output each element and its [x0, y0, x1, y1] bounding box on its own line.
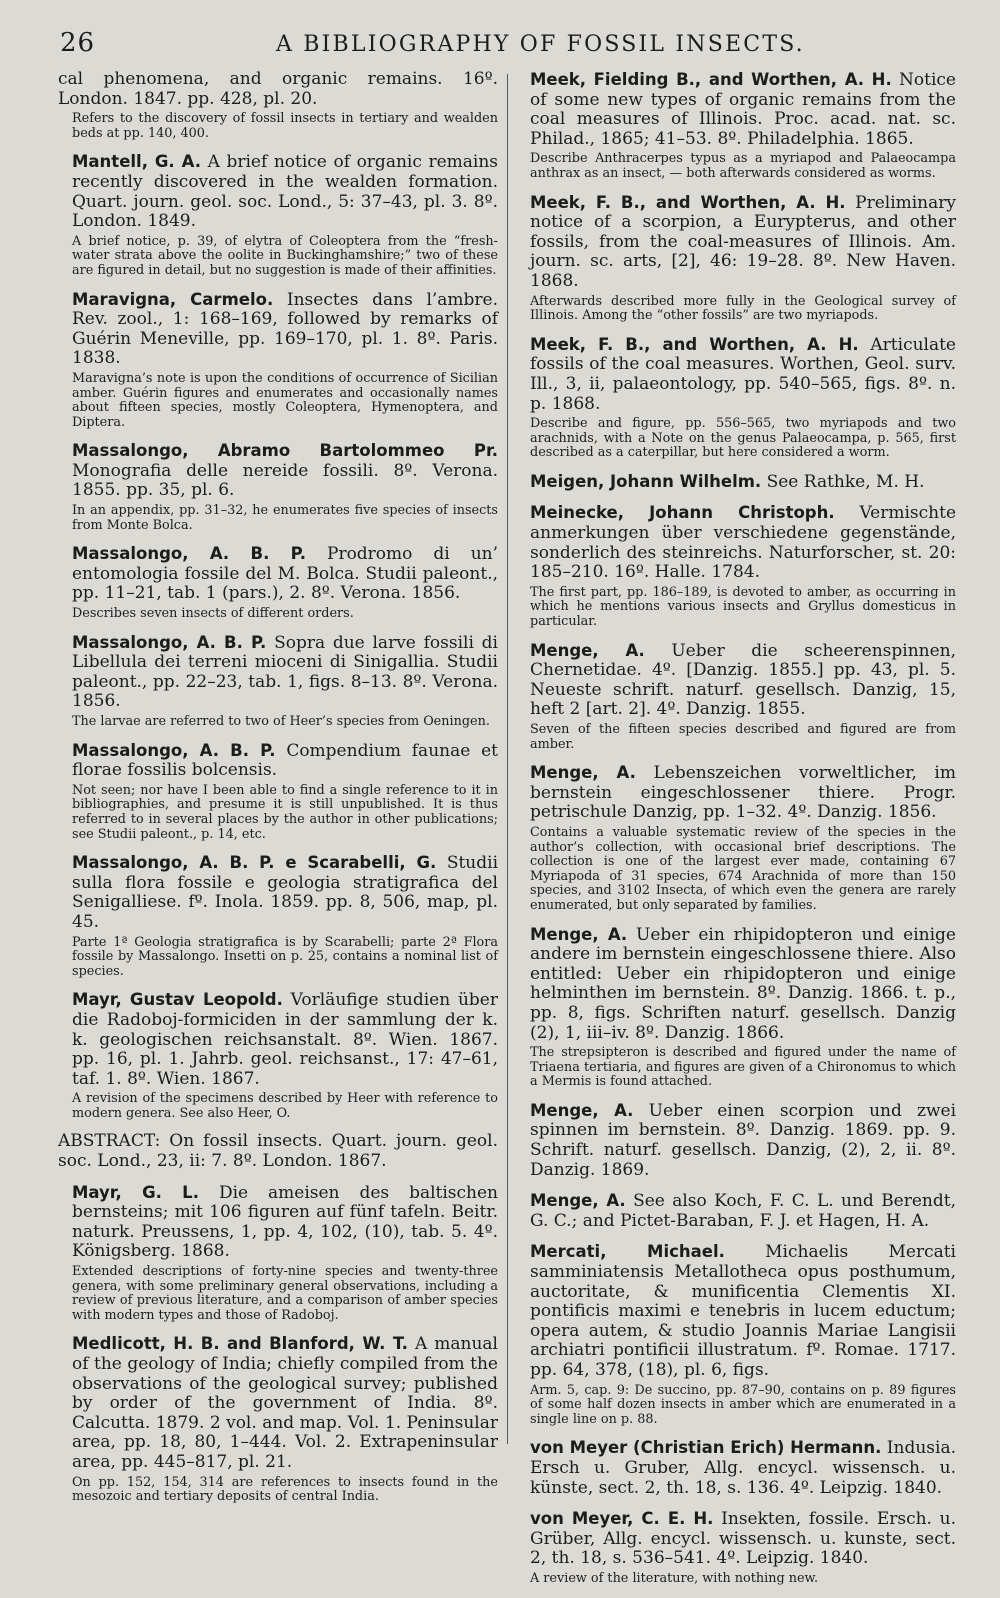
- entry-citation-text: Articulate fossils of the coal measures. Worthen, Geol. surv. Ill., 3, ii, palaeontology, pp. 540–565, figs. 8º. n. p. 1868.: [530, 334, 956, 414]
- entry-author: Maravigna, Carmelo.: [72, 289, 274, 309]
- bibliography-entry: [58, 853, 498, 979]
- bibliography-entry: [58, 741, 498, 843]
- running-title: A BIBLIOGRAPHY OF FOSSIL INSECTS.: [276, 32, 805, 57]
- entry-citation-text: Vermischte anmerkungen über verschiedene gegenstände, sonderlich des steinreichs. Naturforscher, st. 20: 185–210. 16º. Halle. 1784.: [530, 503, 956, 583]
- entry-author: Menge, A.: [530, 1191, 626, 1211]
- entry-annotation: Parte 1ª Geologia stratigrafica is by Scarabelli; parte 2ª Flora fossile by Massalongo. Insetti on p. 25, contains a nominal list of species.: [72, 934, 498, 979]
- entry-author: Mercati, Michael.: [530, 1242, 725, 1262]
- bibliography-entry: [516, 335, 956, 461]
- entry-citation: [516, 472, 956, 493]
- bibliography-entry: [516, 763, 956, 913]
- entry-citation-text: Ueber ein rhipidopteron und einige andere im bernstein eingeschlossene thiere. Also entitled: Ueber ein rhipidopteron und einige helminthen im bernstein. 8º. Danzig. 1866. t. p., pp. 8, figs. Schriften naturf. gesellsch. Danzig (2), 1, iii–iv. 8º. Danzig. 1866.: [530, 924, 956, 1043]
- bibliography-entry: [58, 990, 498, 1121]
- bibliography-entry: [58, 290, 498, 431]
- entry-author: Massalongo, Abramo Bartolommeo Pr.: [72, 441, 498, 461]
- bibliography-entry: [58, 1183, 498, 1324]
- entry-citation-text: Prodromo di un’ entomologia fossile del M. Bolca. Studii paleont., pp. 11–21, tab. 1 (pars.), 2. 8º. Verona. 1856.: [72, 544, 498, 604]
- entry-citation-text: Indusia. Ersch u. Gruber, Allg. encycl. wissensch. u. künste, sect. 2, th. 18, s. 136. 4º. Leipzig. 1840.: [530, 1438, 956, 1498]
- entry-citation: [516, 925, 956, 1044]
- left-column: [58, 70, 498, 1598]
- entry-citation: [58, 152, 498, 231]
- entry-citation: [58, 990, 498, 1089]
- entry-citation: [58, 1183, 498, 1262]
- entry-citation: [516, 1242, 956, 1380]
- entry-citation-text: Insekten, fossile. Ersch. u. Grüber, Allg. encycl. wissensch. u. kunste, sect. 2, th. 18, s. 536–541. 4º. Leipzig. 1840.: [530, 1509, 956, 1569]
- entry-author: Massalongo, A. B. P. e Scarabelli, G.: [72, 853, 437, 873]
- entry-author: Medlicott, H. B. and Blanford, W. T.: [72, 1334, 408, 1354]
- entry-citation-text: Michaelis Mercati samminiatensis Metallotheca opus posthumum, auctoritate, & munificentia Clementis XI. pontificis maximi e tenebris in lucem eductum; opera autem, & studio Joannis Mariae Langisii archiatri pontificii illustratum. fº. Romae. 1717. pp. 64, 378, (18), pl. 6, figs.: [530, 1242, 956, 1380]
- entry-citation: [58, 1132, 498, 1171]
- entry-citation: [58, 1334, 498, 1472]
- entry-citation: [516, 503, 956, 582]
- entry-citation-text: Notice of some new types of organic remains from the coal measures of Illinois. Proc. acad. nat. sc. Philad., 1865; 41–53. 8º. Philadelphia. 1865.: [530, 70, 956, 149]
- entry-citation: [58, 741, 498, 781]
- entry-annotation: Contains a valuable systematic review of the species in the author’s collection, with occasional brief descriptions. The collection is one of the largest ever made, containing 67 Myriapoda of 31 species, 674 Arachnida of more than 150 species, and 3102 Insecta, of which even the genera are rarely enumerated, but only separated by families.: [530, 824, 956, 913]
- entry-annotation: A review of the literature, with nothing new.: [530, 1570, 819, 1586]
- two-column-body: [46, 70, 964, 1598]
- right-column: [516, 70, 956, 1598]
- entry-annotation: A brief notice, p. 39, of elytra of Coleoptera from the “fresh-water strata above the oolite in Buckinghamshire;” two of these are figured in detail, but no suggestion is made of their affinities.: [72, 233, 498, 278]
- bibliography-entry: [58, 1132, 498, 1171]
- entry-annotation: On pp. 152, 154, 314 are references to insects found in the mesozoic and tertiary deposits of central India.: [72, 1474, 498, 1505]
- entry-citation: [58, 70, 498, 109]
- entry-citation: [58, 441, 498, 501]
- entry-author: von Meyer (Christian Erich) Hermann.: [530, 1438, 882, 1458]
- entry-annotation: Seven of the fifteen species described and figured are from amber.: [530, 722, 956, 752]
- bibliography-entry: [516, 503, 956, 629]
- entry-citation: [516, 70, 956, 149]
- bibliography-entry: [58, 152, 498, 278]
- page-header: [46, 22, 964, 68]
- entry-citation: [58, 853, 498, 932]
- entry-annotation: The larvae are referred to two of Heer’s species from Oeningen.: [72, 714, 490, 729]
- bibliography-entry: [58, 544, 498, 621]
- bibliography-entry: [516, 1509, 956, 1586]
- entry-citation-text: Die ameisen des baltischen bernsteins; mit 106 figuren auf fünf tafeln. Beitr. naturk. Preussens, 1, pp. 4, 102, (10), tab. 5. 4º. Königsberg. 1868.: [72, 1182, 499, 1262]
- entry-author: Mantell, G. A.: [72, 152, 201, 172]
- entry-citation-text: Insectes dans l’ambre. Rev. zool., 1: 168–169, followed by remarks of Guérin Meneville, pp. 169–170, pl. 1. 8º. Paris. 1838.: [72, 289, 499, 369]
- entry-annotation: Extended descriptions of forty-nine species and twenty-three genera, with some preliminary general observations, including a review of previous literature, and a comparison of amber species with modern types and those of Radoboj.: [72, 1264, 498, 1323]
- entry-citation: [58, 633, 498, 712]
- bibliography-entry: [516, 472, 956, 493]
- entry-author: Massalongo, A. B. P.: [72, 632, 267, 652]
- entry-author: Mayr, Gustav Leopold.: [72, 990, 283, 1010]
- bibliography-entry: [516, 1242, 956, 1427]
- entry-citation-text: cal phenomena, and organic remains. 16º. London. 1847. pp. 428, pl. 20.: [58, 69, 498, 109]
- entry-annotation: Describes seven insects of different orders.: [72, 606, 354, 622]
- entry-annotation: Afterwards described more fully in the Geological survey of Illinois. Among the “other fossils” are two myriapods.: [530, 293, 956, 324]
- entry-author: Meinecke, Johann Christoph.: [530, 503, 835, 523]
- bibliography-entry: [516, 70, 956, 182]
- entry-citation-text: Compendium faunae et florae fossilis bolcensis.: [72, 740, 498, 781]
- entry-citation: [516, 193, 956, 292]
- bibliography-entry: [58, 633, 498, 730]
- entry-citation-text: Sopra due larve fossili di Libellula dei terreni mioceni di Sinigallia. Studii paleont., pp. 22–23, tab. 1, figs. 8–13. 8º. Verona. 1856.: [72, 632, 498, 712]
- entry-citation-text: Ueber die scheerenspinnen, Chernetidae. 4º. [Danzig. 1855.] pp. 43, pl. 5. Neueste schrift. naturf. gesellsch. Danzig, 15, heft 2 [art. 2]. 4º. Danzig. 1855.: [530, 640, 957, 720]
- bibliography-entry: [516, 641, 956, 753]
- entry-author: Meek, Fielding B., and Worthen, A. H.: [530, 70, 892, 89]
- entry-citation: [516, 1438, 956, 1498]
- entry-author: Menge, A.: [530, 763, 636, 783]
- entry-annotation: The first part, pp. 186–189, is devoted to amber, as occurring in which he mentions various insects and Gryllus domesticus in particular.: [530, 584, 956, 630]
- entry-author: Meigen, Johann Wilhelm.: [530, 471, 762, 491]
- bibliography-entry: [516, 1438, 956, 1498]
- page-number: 26: [60, 28, 96, 58]
- bibliography-entry: [516, 193, 956, 324]
- entry-annotation: Maravigna’s note is upon the conditions of occurrence of Sicilian amber. Guérin figures and enumerates and occasionally names about fifteen species, mostly Coleoptera, Hymenoptera, and Diptera.: [72, 370, 498, 430]
- entry-author: Menge, A.: [530, 640, 645, 660]
- bibliography-entry: [58, 441, 498, 533]
- entry-citation-text: A manual of the geology of India; chiefly compiled from the observations of the geological survey; published by order of the government of India. 8º. Calcutta. 1879. 2 vol. and map. Vol. 1. Peninsular area, pp. 18, 80, 1–444. Vol. 2. Extrapeninsular area, pp. 445–817, pl. 21.: [72, 1334, 498, 1472]
- bibliography-entry: [516, 925, 956, 1090]
- entry-citation: [516, 641, 956, 720]
- entry-author: Massalongo, A. B. P.: [72, 740, 276, 760]
- bibliography-entry: [58, 1334, 498, 1504]
- entry-author: Massalongo, A. B. P.: [72, 544, 306, 564]
- entry-citation-text: Studii sulla flora fossile e geologia stratigrafica del Senigalliese. fº. Inola. 1859. pp. 8, 506, map, pl. 45.: [72, 853, 499, 932]
- entry-citation: [516, 763, 956, 823]
- entry-citation-text: Vorläufige studien über die Radoboj-formiciden in der sammlung der k. k. geologischen reichsanstalt. 8º. Wien. 1867. pp. 16, pl. 1. Jahrb. geol. reichsanst., 17: 47–61, taf. 1. 8º. Wien. 1867.: [72, 990, 498, 1089]
- bibliography-entry: [516, 1191, 956, 1231]
- entry-annotation: Describe and figure, pp. 556–565, two myriapods and two arachnids, with a Note on the genus Palaeocampa, p. 565, first described as a caterpillar, but here considered a worm.: [530, 416, 956, 461]
- entry-citation: [516, 1101, 956, 1180]
- entry-author: von Meyer, C. E. H.: [530, 1509, 714, 1529]
- entry-author: Meek, F. B., and Worthen, A. H.: [530, 334, 859, 354]
- entry-citation-text: See also Koch, F. C. L. und Berendt, G. C.; and Pictet-Baraban, F. J. et Hagen, H. A.: [530, 1191, 956, 1231]
- column-divider: [507, 74, 508, 1444]
- entry-citation: [58, 544, 498, 604]
- entry-citation: [516, 335, 956, 414]
- entry-citation-text: A brief notice of organic remains recently discovered in the wealden formation. Quart. journ. geol. soc. Lond., 5: 37–43, pl. 3. 8º. London. 1849.: [72, 152, 498, 232]
- entry-citation-text: ABSTRACT: On fossil insects. Quart. journ. geol. soc. Lond., 23, ii: 7. 8º. London. 1867.: [58, 1131, 498, 1172]
- entry-citation-text: See Rathke, M. H.: [766, 471, 925, 492]
- entry-citation-text: Monografia delle nereide fossili. 8º. Verona. 1855. pp. 35, pl. 6.: [72, 460, 498, 501]
- entry-annotation: Refers to the discovery of fossil insects in tertiary and wealden beds at pp. 140, 400.: [72, 111, 498, 141]
- entry-citation: [516, 1509, 956, 1569]
- entry-annotation: The strepsipteron is described and figured under the name of Triaena tertiaria, and figures are given of a Chironomus to which a Mermis is found attached.: [530, 1045, 956, 1090]
- entry-citation-text: Lebenszeichen vorweltlicher, im bernstein eingeschlossener thiere. Progr. petrischule Danzig, pp. 1–32. 4º. Danzig. 1856.: [530, 763, 956, 823]
- entry-citation-text: Ueber einen scorpion und zwei spinnen im bernstein. 8º. Danzig. 1869. pp. 9. Schrift. naturf. gesellsch. Danzig, (2), 2, ii. 8º. Danzig. 1869.: [530, 1100, 957, 1180]
- entry-annotation: In an appendix, pp. 31–32, he enumerates five species of insects from Monte Bolca.: [72, 503, 498, 533]
- entry-annotation: Not seen; nor have I been able to find a single reference to it in bibliographies, and presume it is still unpublished. It is thus referred to in several places by the author in other publications; see Studii paleont., p. 14, etc.: [72, 782, 498, 842]
- bibliography-entry: [516, 1101, 956, 1180]
- entry-citation: [516, 1191, 956, 1231]
- entry-annotation: A revision of the specimens described by Heer with reference to modern genera. See also Heer, O.: [72, 1091, 498, 1121]
- bibliography-entry: [58, 70, 498, 141]
- entry-author: Menge, A.: [530, 1100, 634, 1120]
- entry-author: Meek, F. B., and Worthen, A. H.: [530, 192, 846, 212]
- entry-citation-text: Preliminary notice of a scorpion, a Eurypterus, and other fossils, from the coal-measures of Illinois. Am. journ. sc. arts, [2], 46: 19–28. 8º. New Haven. 1868.: [530, 192, 956, 291]
- entry-author: Mayr, G. L.: [72, 1182, 199, 1202]
- entry-author: Menge, A.: [530, 924, 628, 944]
- entry-annotation: Describe Anthracerpes typus as a myriapod and Palaeocampa anthrax as an insect, — both afterwards considered as worms.: [530, 151, 956, 181]
- entry-annotation: Arm. 5, cap. 9: De succino, pp. 87–90, contains on p. 89 figures of some half dozen insects in amber which are enumerated in a single line on p. 88.: [530, 1382, 956, 1427]
- entry-citation: [58, 290, 498, 369]
